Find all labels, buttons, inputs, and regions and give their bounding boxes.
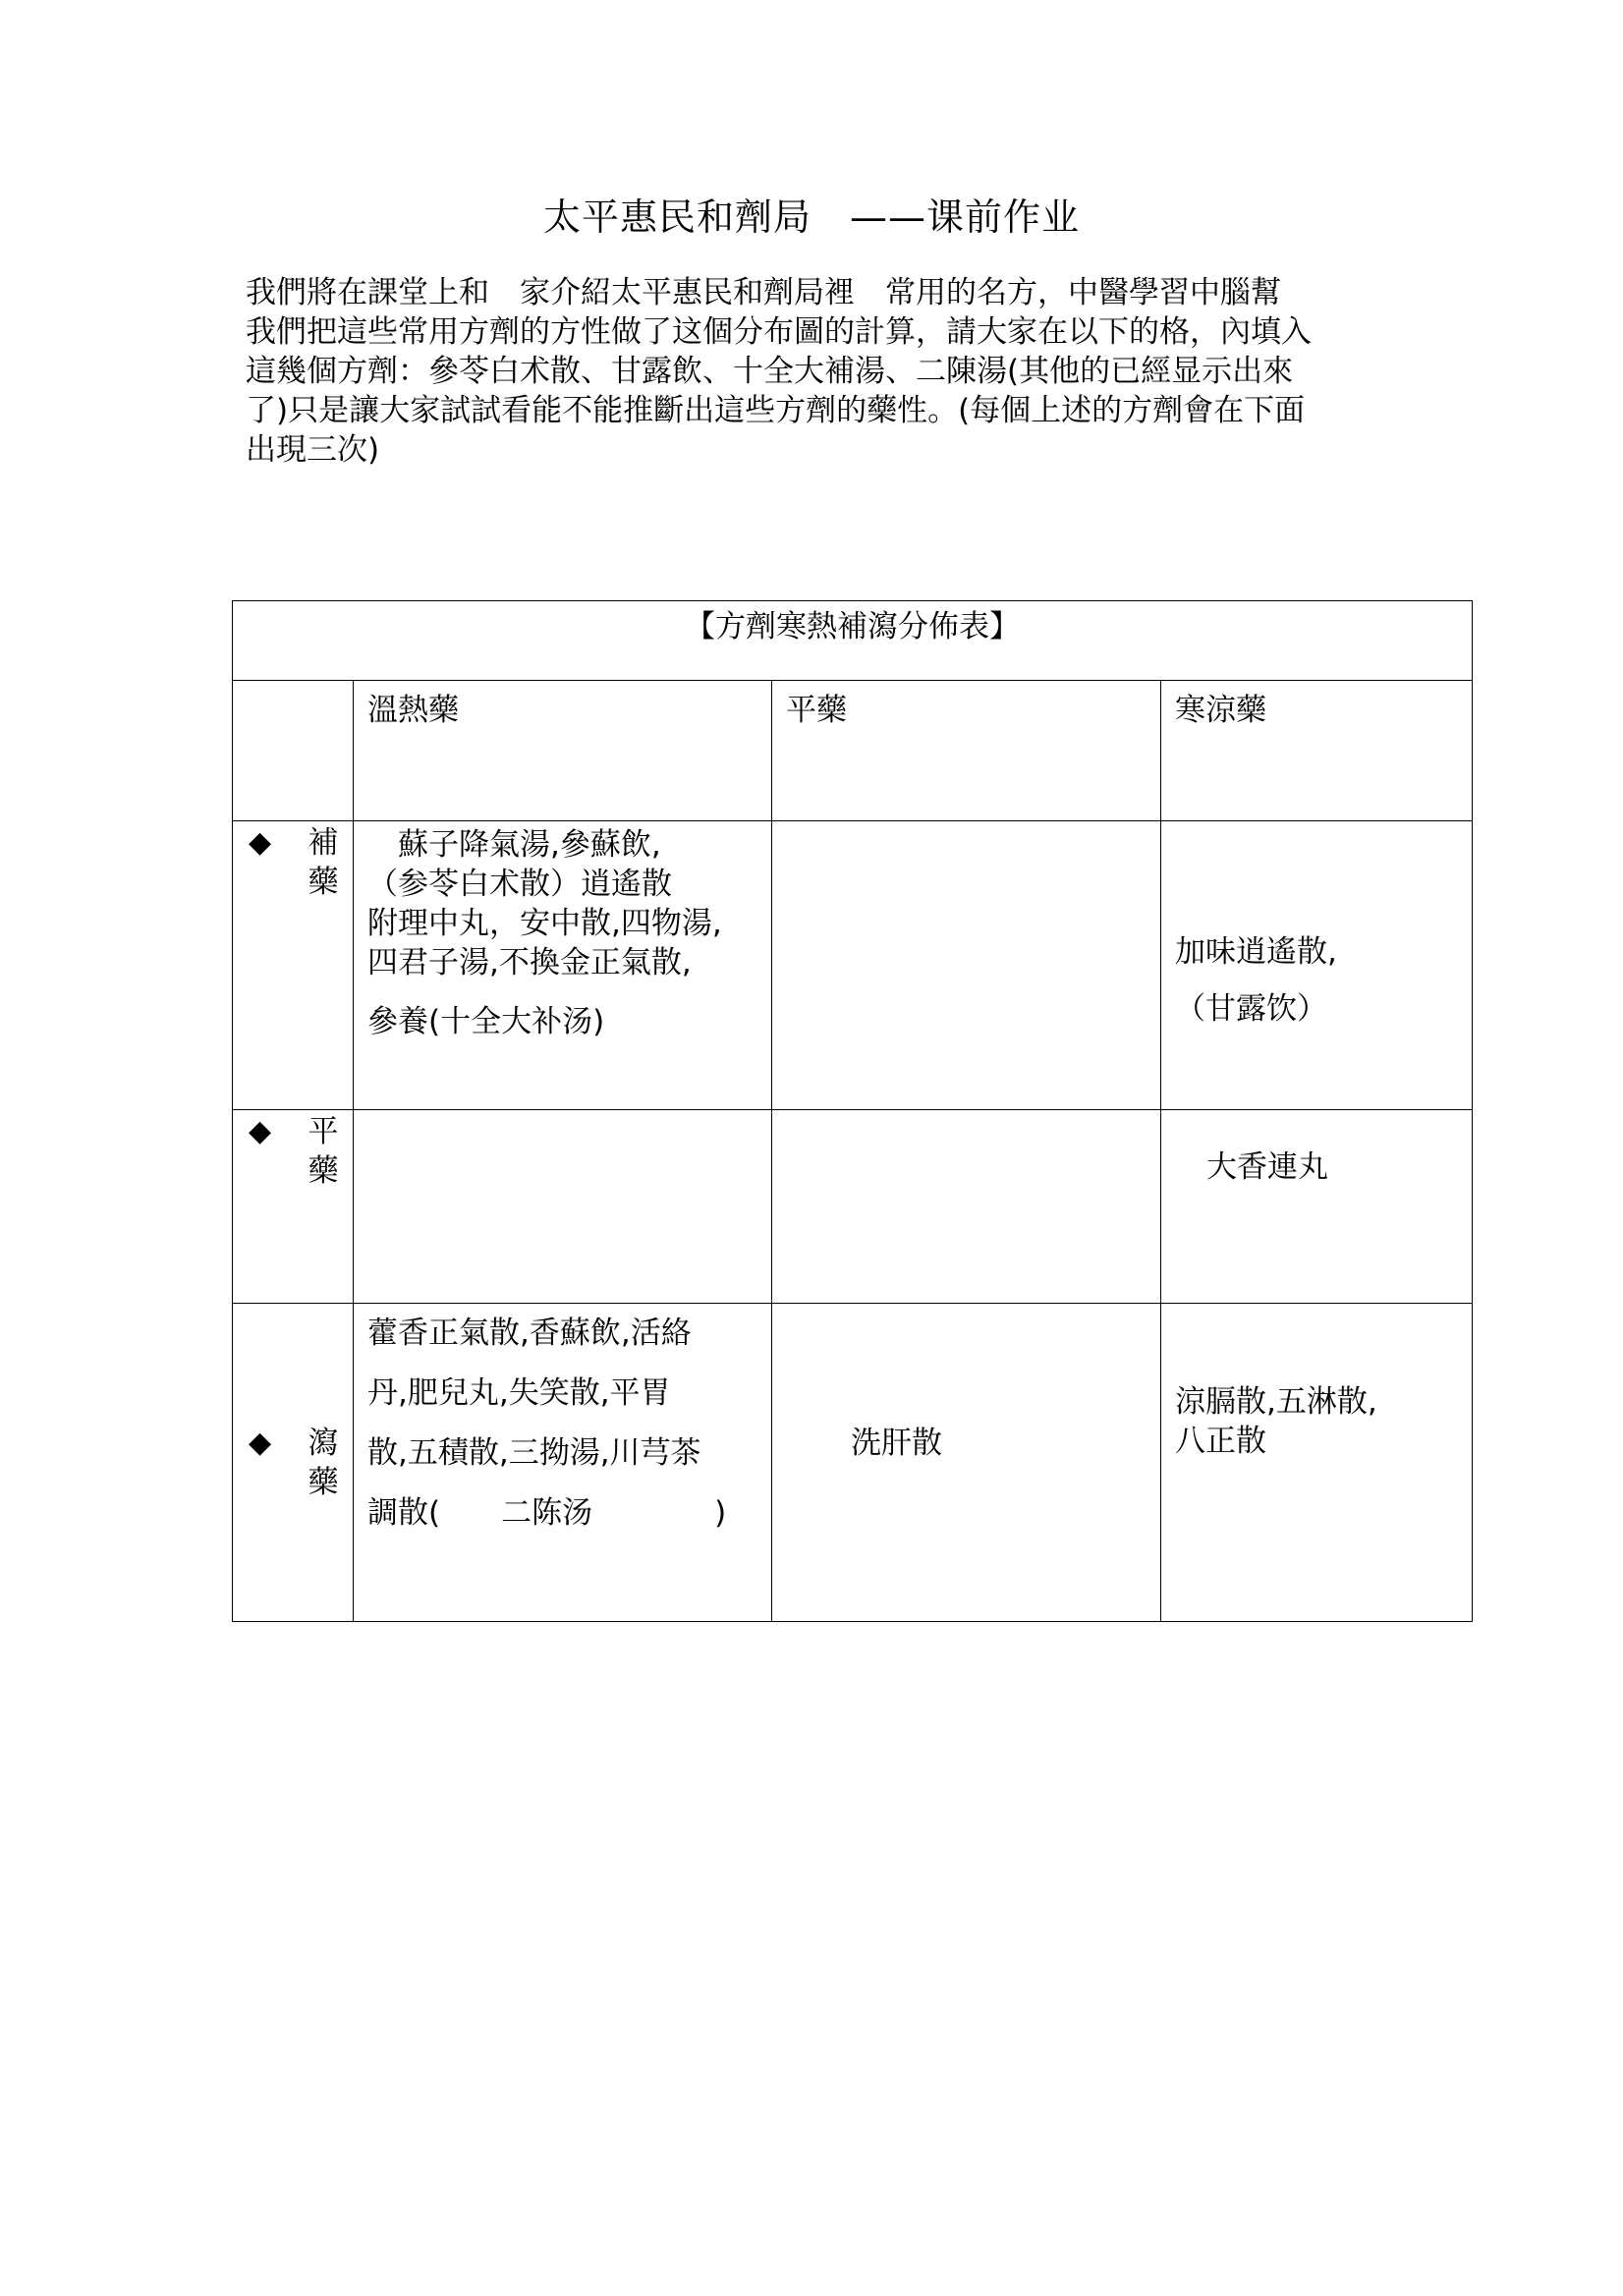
column-header-cold: 寒涼藥 <box>1161 681 1473 821</box>
row-header-tonic <box>233 821 354 1110</box>
cell-neutral-warm <box>354 1110 772 1304</box>
diamond-bullet-icon: ◆ <box>249 1114 272 1148</box>
intro-line: 出現三次) <box>246 432 380 468</box>
table-caption-cell <box>233 601 1473 681</box>
cell-purgative-neutral: 洗肝散 <box>772 1304 1161 1622</box>
intro-line: 我們把這些常用方劑的方性做了这個分布圖的計算，請大家在以下的格，內填入 <box>246 314 1312 350</box>
row-header-neutral <box>233 1110 354 1304</box>
row-label: 瀉 藥 <box>308 1426 339 1500</box>
row-label: 補 藥 <box>308 825 339 900</box>
cell-tonic-warm: 蘇子降氣湯,參蘇飲, （参苓白术散）逍遙散 附理中丸，安中散,四物湯, 四君子湯,不換金正氣散, 參養(十全大补汤) <box>354 821 772 1110</box>
cell-tonic-cold: 加味逍遙散, （甘露饮） <box>1161 821 1473 1110</box>
intro-line: 這幾個方劑：參苓白术散、甘露飲、十全大補湯、二陳湯(其他的已經显示出來 <box>246 354 1294 389</box>
distribution-table <box>232 600 1473 1622</box>
table-row-neutral <box>233 1110 1473 1304</box>
page-title: 太平惠民和劑局 ——课前作业 <box>542 196 1080 239</box>
cell-tonic-neutral <box>772 821 1161 1110</box>
row-label: 平 藥 <box>308 1114 339 1189</box>
intro-line: 了)只是讓大家試試看能不能推斷出這些方劑的藥性。(每個上述的方劑會在下面 <box>246 393 1306 428</box>
cell-purgative-cold: 涼膈散,五淋散, 八正散 <box>1161 1304 1473 1622</box>
intro-paragraph <box>246 273 1405 470</box>
table-caption: 【方劑寒熱補瀉分佈表】 <box>685 609 1020 644</box>
intro-line: 我們將在課堂上和 家介紹太平惠民和劑局裡 常用的名方，中醫學習中腦幫 <box>246 275 1281 310</box>
row-header-purgative <box>233 1304 354 1622</box>
cell-neutral-cold: 大香連丸 <box>1161 1110 1473 1304</box>
table-row-tonic <box>233 821 1473 1110</box>
cell-purgative-warm: 藿香正氣散,香蘇飲,活絡 丹,肥兒丸,失笑散,平胃 散,五積散,三拗湯,川芎茶 調散( 二陈汤 ) <box>354 1304 772 1622</box>
column-header-neutral: 平藥 <box>772 681 1161 821</box>
diamond-bullet-icon: ◆ <box>249 825 272 860</box>
column-header-warm: 溫熱藥 <box>354 681 772 821</box>
table-row-purgative <box>233 1304 1473 1622</box>
diamond-bullet-icon: ◆ <box>249 1426 272 1460</box>
cell-neutral-neutral <box>772 1110 1161 1304</box>
corner-cell <box>233 681 354 821</box>
